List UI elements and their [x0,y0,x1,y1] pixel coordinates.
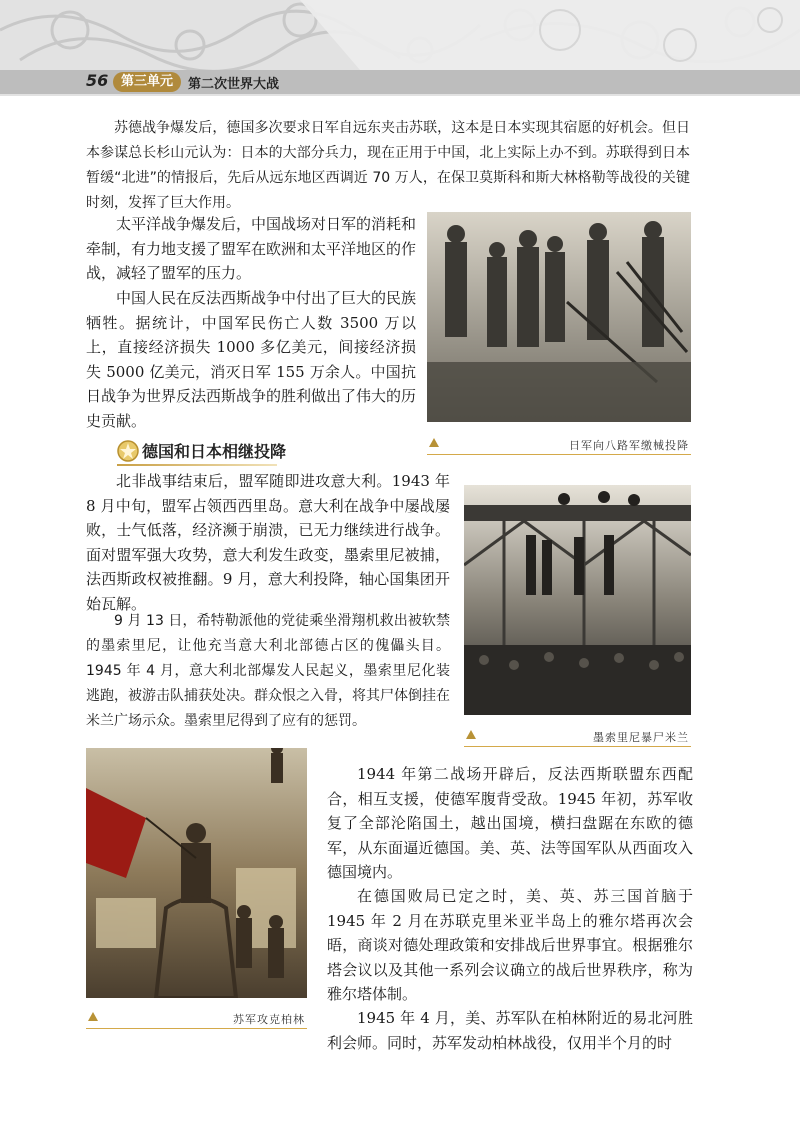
caption-1: 日军向八路军缴械投降 [427,434,691,455]
paragraph-second-front: 1944 年第二战场开辟后，反法西斯联盟东西配合，相互支援，使德军腹背受敌。1945 年初，苏军收复了全部沦陷国土，越出国境，横扫盘踞在东欧的德军，从东面逼近德国。美、英、法等国军队从西面攻入德国境内。 [327,765,693,881]
unit-badge: 第三单元 [113,72,181,92]
paragraph-pacific-war: 太平洋战争爆发后，中国战场对日军的消耗和牵制，有力地支援了盟军在欧洲和太平洋地区的作战，减轻了盟军的压力。 [86,215,417,282]
caption-marker-icon [466,730,476,739]
section-title: 德国和日本相继投降 [142,442,287,461]
paragraph-china-sacrifice: 中国人民在反法西斯战争中付出了巨大的民族牺牲。据统计，中国军民伤亡人数 3500 万以上，直接经济损失 1000 多亿美元，间接经济损失 5000 亿美元，消灭日军 155 万余人。中国抗日战争为世界反法西斯战争的胜利做出了伟大的历史贡献。 [86,289,417,430]
page-header [0,0,800,96]
paragraph-italy-surrender: 北非战事结束后，盟军随即进攻意大利。1943 年 8 月中旬，盟军占领西西里岛。意大利在战争中屡战屡败，士气低落，经济濒于崩溃，已无力继续进行战争。面对盟军强大攻势，意大利发生政变，墨索里尼被捕，法西斯政权被推翻。9 月，意大利投降，轴心国集团开始瓦解。 [86,472,450,613]
page-number: 56 [86,71,109,90]
caption-3: 苏军攻克柏林 [86,1008,307,1029]
paragraph-mussolini: 9 月 13 日，希特勒派他的党徒乘坐滑翔机救出被软禁的墨索里尼，让他充当意大利北部德占区的傀儡头目。1945 年 4 月，意大利北部爆发人民起义，墨索里尼化装逃跑，被游击队捕获处决。群众恨之入骨，将其尸体倒挂在米兰广场示众。墨索里尼得到了应有的惩罚。 [86,613,450,729]
paragraph-yalta: 在德国败局已定之时，美、英、苏三国首脑于 1945 年 2 月在苏联克里米亚半岛上的雅尔塔再次会晤，商谈对德处理政策和安排战后世界事宜。根据雅尔塔会议以及其他一系列会议确立的战后世界秩序，称为雅尔塔体制。 [327,887,693,1003]
paragraph-soviet-japan: 苏德战争爆发后，德国多次要求日军自远东夹击苏联，这本是日本实现其宿愿的好机会。但日本参谋总长杉山元认为：日本的大部分兵力，现在正用于中国，北上实际上办不到。苏联得到日本暂缓“北进”的情报后，先后从远东地区西调近 70 万人，在保卫莫斯科和斯大林格勒等战役的关键时刻，发挥了巨大作用。 [86,120,690,211]
photo-mussolini-milan [464,485,691,715]
unit-title: 第二次世界大战 [188,77,280,92]
photo-soviet-berlin [86,748,307,998]
photo-japanese-surrender [427,212,691,422]
caption-marker-icon [429,438,439,447]
paragraph-elbe: 1945 年 4 月，美、苏军队在柏林附近的易北河胜利会师。同时，苏军发动柏林战役，仅用半个月的时 [327,1009,693,1052]
section-underline [117,464,277,466]
caption-marker-icon [88,1012,98,1021]
caption-2: 墨索里尼暴尸米兰 [464,726,691,747]
section-emblem-icon [117,440,139,462]
